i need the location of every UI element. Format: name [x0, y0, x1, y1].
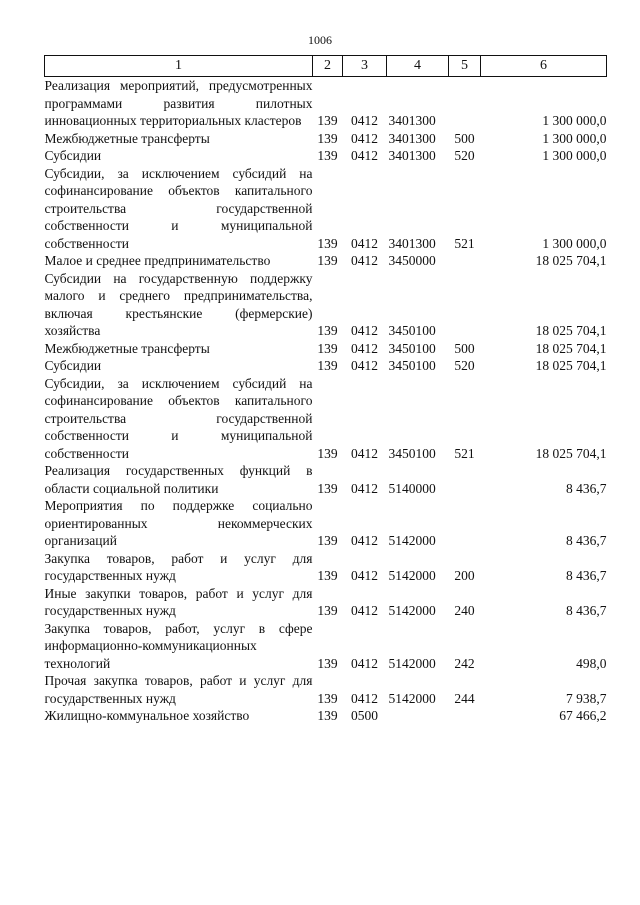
ministry-code: 139 [317, 655, 338, 671]
row-name: Реализация государственных функций в области социальной политики [44, 463, 313, 496]
expense-type-code [449, 77, 481, 130]
target-article-code: 5140000 [388, 480, 436, 496]
expense-type-code [449, 707, 481, 725]
column-header-3: 3 [343, 56, 387, 77]
ministry-code: 139 [317, 130, 338, 146]
table-row [45, 357, 607, 375]
table-row [45, 252, 607, 270]
row-name: Жилищно-коммунальное хозяйство [44, 708, 250, 723]
expense-type-code: 520 [454, 148, 475, 163]
amount: 18 025 704,1 [535, 253, 607, 268]
ministry-code: 139 [317, 690, 338, 706]
table-row [45, 550, 607, 585]
section-code: 0412 [351, 603, 378, 618]
table-row [45, 375, 607, 463]
table-row [45, 497, 607, 550]
section-code: 0412 [351, 533, 378, 548]
section-code: 0500 [351, 708, 378, 723]
target-article-code: 3450100 [388, 323, 436, 338]
column-header-5: 5 [449, 56, 481, 77]
amount: 18 025 704,1 [535, 445, 607, 461]
section-code: 0412 [351, 480, 378, 496]
budget-table [44, 55, 607, 725]
amount: 1 300 000,0 [542, 148, 607, 163]
expense-type-code [449, 462, 481, 497]
target-article-code: 3450100 [388, 340, 436, 356]
expense-type-code [449, 252, 481, 270]
target-article-code: 3401300 [388, 235, 436, 251]
column-header-6: 6 [481, 56, 607, 77]
ministry-code: 139 [317, 323, 338, 338]
ministry-code: 139 [317, 603, 338, 618]
section-code: 0412 [351, 253, 378, 268]
amount: 18 025 704,1 [535, 323, 607, 338]
amount: 18 025 704,1 [535, 358, 607, 373]
column-header-1: 1 [45, 56, 313, 77]
table-row [45, 585, 607, 620]
header-row [45, 56, 607, 77]
expense-type-code: 242 [454, 655, 475, 671]
row-name: Малое и среднее предпринимательство [44, 253, 271, 268]
row-name: Мероприятия по поддержке социально ориентированных некоммерческих организаций [44, 498, 313, 548]
target-article-code: 3450100 [388, 358, 436, 373]
section-code: 0412 [351, 323, 378, 338]
row-name: Реализация мероприятий, предусмотренных программами развития пилотных инновационных территориальных кластеров [44, 78, 313, 128]
expense-type-code: 521 [454, 445, 475, 461]
ministry-code: 139 [317, 340, 338, 356]
ministry-code: 139 [317, 253, 338, 268]
table-row [45, 462, 607, 497]
table-row [45, 77, 607, 130]
amount: 7 938,7 [566, 690, 607, 706]
ministry-code: 139 [317, 533, 338, 548]
column-header-2: 2 [313, 56, 343, 77]
amount: 8 436,7 [566, 533, 607, 548]
target-article-code: 5142000 [388, 603, 436, 618]
target-article-code: 5142000 [388, 655, 436, 671]
section-code: 0412 [351, 568, 378, 583]
target-article-code: 3401300 [388, 148, 436, 163]
amount: 18 025 704,1 [535, 340, 607, 356]
amount: 67 466,2 [559, 708, 607, 723]
section-code: 0412 [351, 130, 378, 146]
row-name: Закупка товаров, работ и услуг для государственных нужд [44, 550, 313, 583]
section-code: 0412 [351, 148, 378, 163]
row-name: Субсидии [44, 358, 102, 373]
amount: 1 300 000,0 [542, 235, 607, 251]
expense-type-code: 521 [454, 235, 475, 251]
amount: 1 300 000,0 [542, 130, 607, 146]
expense-type-code: 244 [454, 690, 475, 706]
row-name: Иные закупки товаров, работ и услуг для государственных нужд [44, 585, 313, 618]
expense-type-code: 500 [454, 340, 475, 356]
ministry-code: 139 [317, 480, 338, 496]
ministry-code: 139 [317, 235, 338, 251]
row-name: Межбюджетные трансферты [44, 340, 210, 356]
table-row [45, 707, 607, 725]
target-article-code [387, 707, 449, 725]
table-row [45, 340, 607, 358]
amount: 8 436,7 [566, 480, 607, 496]
target-article-code: 3450100 [388, 445, 436, 461]
table-row [45, 672, 607, 707]
target-article-code: 3450000 [388, 253, 436, 268]
ministry-code: 139 [317, 113, 338, 128]
section-code: 0412 [351, 445, 378, 461]
expense-type-code: 500 [454, 130, 475, 146]
amount: 8 436,7 [566, 568, 607, 583]
target-article-code: 3401300 [388, 130, 436, 146]
ministry-code: 139 [317, 358, 338, 373]
target-article-code: 5142000 [388, 690, 436, 706]
expense-type-code [449, 270, 481, 340]
amount: 498,0 [576, 655, 607, 671]
section-code: 0412 [351, 358, 378, 373]
section-code: 0412 [351, 690, 378, 706]
table-row [45, 147, 607, 165]
expense-type-code: 240 [454, 603, 475, 618]
expense-type-code: 520 [454, 358, 475, 373]
section-code: 0412 [351, 340, 378, 356]
expense-type-code: 200 [454, 568, 475, 583]
table-row [45, 130, 607, 148]
ministry-code: 139 [317, 445, 338, 461]
table-row [45, 270, 607, 340]
row-name: Субсидии, за исключением субсидий на софинансирование объектов капитального строительства государственной собственности и муниципальной собственности [44, 375, 313, 461]
page-number: 1006 [308, 33, 332, 47]
column-header-4: 4 [387, 56, 449, 77]
row-name: Закупка товаров, работ, услуг в сфере информационно-коммуникационных технологий [44, 620, 313, 671]
ministry-code: 139 [317, 708, 338, 723]
row-name: Прочая закупка товаров, работ и услуг для государственных нужд [44, 673, 313, 706]
row-name: Субсидии [44, 148, 102, 163]
expense-type-code [449, 497, 481, 550]
section-code: 0412 [351, 235, 378, 251]
target-article-code: 3401300 [388, 113, 436, 128]
row-name: Субсидии, за исключением субсидий на софинансирование объектов капитального строительства государственной собственности и муниципальной собственности [44, 165, 313, 251]
ministry-code: 139 [317, 148, 338, 163]
amount: 8 436,7 [566, 603, 607, 618]
target-article-code: 5142000 [388, 533, 436, 548]
row-name: Межбюджетные трансферты [44, 130, 210, 146]
target-article-code: 5142000 [388, 568, 436, 583]
table-row [45, 165, 607, 253]
amount: 1 300 000,0 [542, 113, 607, 128]
row-name: Субсидии на государственную поддержку малого и среднего предпринимательства, включая крестьянские (фермерские) хозяйства [44, 270, 313, 338]
ministry-code: 139 [317, 568, 338, 583]
section-code: 0412 [351, 655, 378, 671]
section-code: 0412 [351, 113, 378, 128]
table-row [45, 620, 607, 673]
